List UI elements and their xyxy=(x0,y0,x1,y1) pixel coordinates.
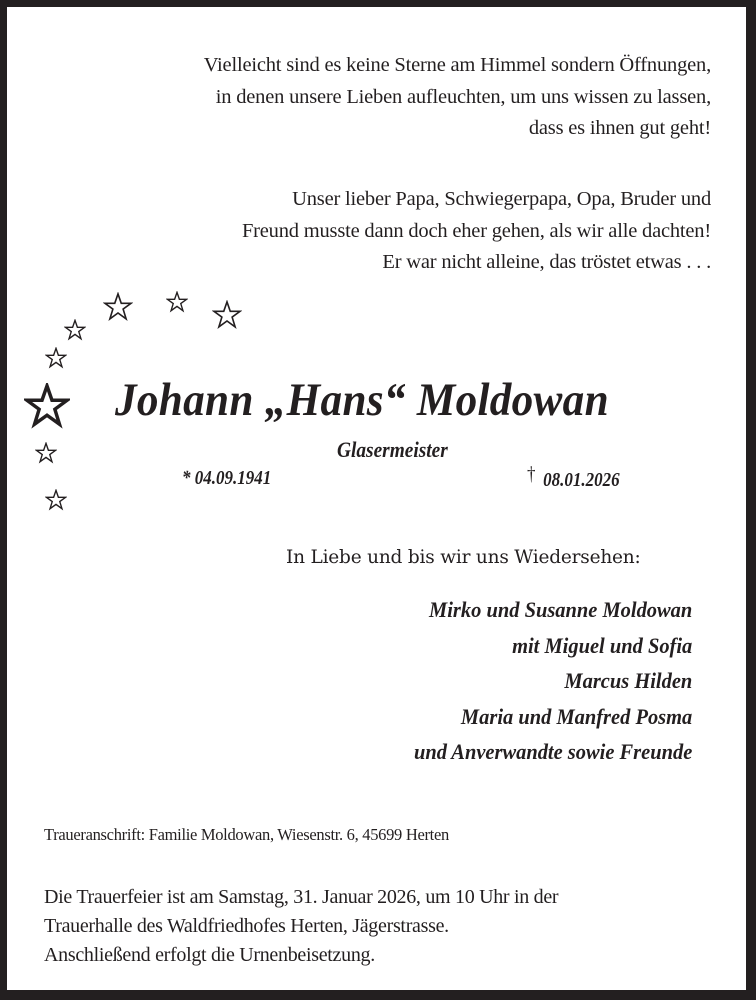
intro-line: Unser lieber Papa, Schwiegerpapa, Opa, Bruder und xyxy=(292,188,711,210)
mourner: Marcus Hilden xyxy=(564,668,692,693)
poem xyxy=(204,50,711,145)
star-icon xyxy=(45,489,67,511)
star-icon xyxy=(166,291,188,313)
service-line: Die Trauerfeier ist am Samstag, 31. Januar 2026, um 10 Uhr in der xyxy=(44,886,559,908)
deceased-occupation: Glasermeister xyxy=(337,437,448,462)
deceased-name: Johann „Hans“ Moldowan xyxy=(115,374,609,426)
mourning-address: Traueranschrift: Familie Moldowan, Wiesenstr. 6, 45699 Herten xyxy=(44,825,449,844)
death-date-value: 08.01.2026 xyxy=(543,469,620,491)
mourners-list xyxy=(414,592,692,770)
poem-line: Vielleicht sind es keine Sterne am Himmel sondern Öffnungen, xyxy=(203,54,711,76)
mourner: Maria und Manfred Posma xyxy=(460,703,692,729)
poem-line: dass es ihnen gut geht! xyxy=(528,117,711,139)
service-line: Anschließend erfolgt die Urnenbeisetzung. xyxy=(44,944,375,966)
intro-line: Er war nicht alleine, das tröstet etwas . . . xyxy=(382,251,711,273)
intro-text xyxy=(242,184,711,279)
cross-icon: † xyxy=(527,463,536,485)
poem-line: in denen unsere Lieben aufleuchten, um uns wissen zu lassen, xyxy=(215,85,711,108)
birth-symbol: * xyxy=(182,467,191,489)
mourner: mit Miguel und Sofia xyxy=(511,632,692,658)
death-date xyxy=(527,463,620,492)
obituary-notice xyxy=(7,7,746,990)
birth-date-value: 04.09.1941 xyxy=(194,467,272,489)
star-icon xyxy=(35,442,57,464)
mourner: und Anverwandte sowie Freunde xyxy=(413,739,692,764)
funeral-service-info xyxy=(44,883,558,970)
intro-line: Freund musste dann doch eher gehen, als wir alle dachten! xyxy=(241,219,711,242)
star-icon xyxy=(212,300,242,330)
farewell-line: In Liebe und bis wir uns Wiedersehen: xyxy=(286,547,641,568)
birth-date xyxy=(182,467,271,490)
star-icon xyxy=(45,347,67,369)
star-icon xyxy=(64,319,86,341)
star-icon xyxy=(103,292,133,322)
service-line: Trauerhalle des Waldfriedhofes Herten, Jägerstrasse. xyxy=(44,915,449,937)
mourner: Mirko und Susanne Moldowan xyxy=(428,597,692,622)
star-icon-large xyxy=(24,383,70,429)
